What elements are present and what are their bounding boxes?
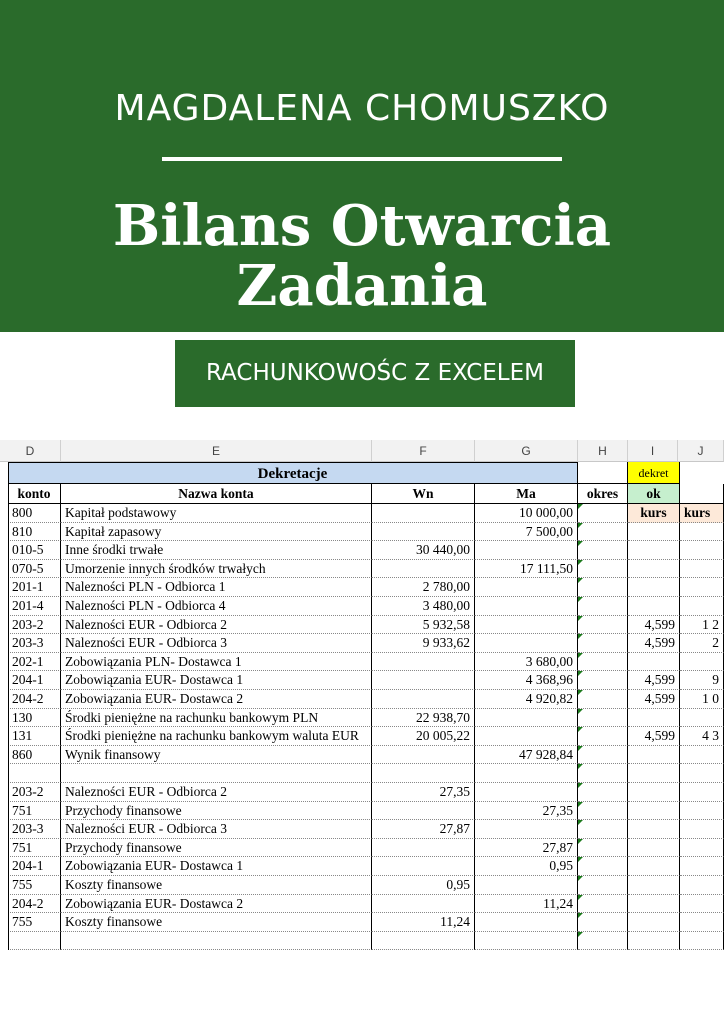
okres-cell — [578, 541, 628, 560]
cell-note-marker — [578, 671, 583, 676]
konto-cell — [8, 932, 61, 950]
cell-note-marker — [578, 764, 583, 769]
ma-cell — [475, 783, 578, 802]
wn-cell: 20 005,22 — [372, 727, 475, 746]
wn-cell — [372, 690, 475, 709]
wn-cell — [372, 671, 475, 690]
konto-cell: 201-1 — [8, 578, 61, 597]
ma-cell: 7 500,00 — [475, 523, 578, 542]
konto-cell: 203-3 — [8, 634, 61, 653]
value-cell — [680, 597, 724, 616]
value-cell — [680, 913, 724, 932]
konto-header: konto — [8, 484, 61, 504]
account-name-cell: Przychody finansowe — [61, 839, 372, 858]
ma-cell: 11,24 — [475, 895, 578, 914]
ok-header: ok — [628, 484, 680, 504]
wn-cell — [372, 560, 475, 579]
cell-note-marker — [578, 802, 583, 807]
kurs-cell — [628, 857, 680, 876]
cell-note-marker — [578, 727, 583, 732]
kurs-cell — [628, 876, 680, 895]
value-cell: 2 — [680, 634, 724, 653]
value-cell — [680, 523, 724, 542]
ma-cell: 27,87 — [475, 839, 578, 858]
column-header: I — [628, 440, 678, 462]
konto-cell — [8, 764, 61, 783]
okres-cell — [578, 746, 628, 765]
value-cell: kurs — [680, 504, 724, 523]
nazwa-header: Nazwa konta — [61, 484, 372, 504]
okres-cell — [578, 913, 628, 932]
account-name-cell: Nalezności PLN - Odbiorca 4 — [61, 597, 372, 616]
ma-cell — [475, 764, 578, 783]
okres-cell — [578, 802, 628, 821]
kurs-cell — [628, 746, 680, 765]
cell-note-marker — [578, 560, 583, 565]
konto-cell: 755 — [8, 913, 61, 932]
kurs-cell — [628, 839, 680, 858]
wn-cell — [372, 932, 475, 950]
wn-cell: 11,24 — [372, 913, 475, 932]
okres-cell — [578, 634, 628, 653]
ma-cell: 4 368,96 — [475, 671, 578, 690]
ma-cell — [475, 913, 578, 932]
kurs-cell — [628, 802, 680, 821]
value-cell: 1 2 — [680, 616, 724, 635]
ma-cell: 0,95 — [475, 857, 578, 876]
konto-cell: 202-1 — [8, 653, 61, 672]
cell-note-marker — [578, 857, 583, 862]
column-header: G — [475, 440, 578, 462]
kurs-cell: 4,599 — [628, 727, 680, 746]
okres-cell — [578, 578, 628, 597]
ma-cell — [475, 578, 578, 597]
okres-blank — [578, 462, 628, 484]
konto-cell: 070-5 — [8, 560, 61, 579]
account-name-cell: Środki pieniężne na rachunku bankowym waluta EUR — [61, 727, 372, 746]
account-name-cell: Inne środki trwałe — [61, 541, 372, 560]
wn-cell: 27,35 — [372, 783, 475, 802]
account-name-cell: Zobowiązania EUR- Dostawca 2 — [61, 895, 372, 914]
value-cell — [680, 709, 724, 728]
konto-cell: 751 — [8, 802, 61, 821]
kurs-cell — [628, 597, 680, 616]
ma-cell — [475, 597, 578, 616]
cell-note-marker — [578, 634, 583, 639]
divider-line — [162, 157, 562, 161]
kurs-cell — [628, 523, 680, 542]
kurs-cell — [628, 820, 680, 839]
account-name-cell: Kapitał zapasowy — [61, 523, 372, 542]
value-cell — [680, 820, 724, 839]
wn-cell — [372, 504, 475, 523]
account-name-cell — [61, 932, 372, 950]
account-name-cell: Nalezności EUR - Odbiorca 3 — [61, 634, 372, 653]
okres-header: okres — [578, 484, 628, 504]
value-cell: 9 — [680, 671, 724, 690]
cell-note-marker — [578, 653, 583, 658]
value-cell — [680, 839, 724, 858]
konto-cell: 204-1 — [8, 671, 61, 690]
okres-cell — [578, 597, 628, 616]
sheet-title: Dekretacje — [8, 462, 578, 484]
ma-cell — [475, 876, 578, 895]
value-cell — [680, 783, 724, 802]
konto-cell: 010-5 — [8, 541, 61, 560]
account-name-cell: Nalezności EUR - Odbiorca 2 — [61, 783, 372, 802]
kurs-cell — [628, 895, 680, 914]
wn-cell — [372, 802, 475, 821]
account-name-cell: Koszty finansowe — [61, 913, 372, 932]
column-header: F — [372, 440, 475, 462]
wn-cell — [372, 746, 475, 765]
cell-note-marker — [578, 876, 583, 881]
okres-cell — [578, 727, 628, 746]
account-name-cell: Zobowiązania PLN- Dostawca 1 — [61, 653, 372, 672]
konto-cell: 204-2 — [8, 895, 61, 914]
account-name-cell: Zobowiązania EUR- Dostawca 2 — [61, 690, 372, 709]
kurs-cell — [628, 578, 680, 597]
value-cell — [680, 746, 724, 765]
okres-cell — [578, 653, 628, 672]
cell-note-marker — [578, 895, 583, 900]
okres-cell — [578, 839, 628, 858]
account-name-cell — [61, 764, 372, 783]
account-name-cell: Nalezności EUR - Odbiorca 2 — [61, 616, 372, 635]
wn-cell — [372, 895, 475, 914]
ma-cell: 10 000,00 — [475, 504, 578, 523]
wn-cell — [372, 839, 475, 858]
wn-cell: 2 780,00 — [372, 578, 475, 597]
okres-cell — [578, 764, 628, 783]
cell-note-marker — [578, 746, 583, 751]
konto-cell: 204-1 — [8, 857, 61, 876]
ma-cell: 27,35 — [475, 802, 578, 821]
cell-note-marker — [578, 616, 583, 621]
author-name: MAGDALENA CHOMUSZKO — [114, 88, 610, 129]
title-line-1: Bilans Otwarcia — [112, 193, 612, 259]
cell-note-marker — [578, 932, 583, 937]
value-cell — [680, 876, 724, 895]
value-cell — [680, 932, 724, 950]
cell-note-marker — [578, 820, 583, 825]
value-cell — [680, 895, 724, 914]
cell-note-marker — [578, 690, 583, 695]
book-title — [0, 193, 724, 319]
ma-cell — [475, 932, 578, 950]
account-name-cell: Koszty finansowe — [61, 876, 372, 895]
kurs-cell: 4,599 — [628, 616, 680, 635]
cell-note-marker — [578, 709, 583, 714]
title-line-2: Zadania — [236, 253, 488, 319]
wn-cell — [372, 523, 475, 542]
konto-cell: 131 — [8, 727, 61, 746]
okres-cell — [578, 876, 628, 895]
kurs-cell — [628, 783, 680, 802]
cell-note-marker — [578, 839, 583, 844]
value-cell — [680, 541, 724, 560]
subtitle-box: RACHUNKOWOŚC Z EXCELEM — [175, 340, 575, 407]
okres-cell — [578, 857, 628, 876]
okres-cell — [578, 709, 628, 728]
column-header: E — [61, 440, 372, 462]
value-cell — [680, 802, 724, 821]
kurs-cell: 4,599 — [628, 690, 680, 709]
okres-cell — [578, 820, 628, 839]
wn-cell: 30 440,00 — [372, 541, 475, 560]
konto-cell: 800 — [8, 504, 61, 523]
left-border — [8, 462, 9, 950]
okres-cell — [578, 671, 628, 690]
ma-cell: 4 920,82 — [475, 690, 578, 709]
konto-cell: 810 — [8, 523, 61, 542]
kurs-cell: kurs — [628, 504, 680, 523]
cover-banner — [0, 0, 724, 332]
konto-cell: 201-4 — [8, 597, 61, 616]
ma-cell — [475, 634, 578, 653]
cell-note-marker — [578, 504, 583, 509]
value-cell — [680, 653, 724, 672]
okres-cell — [578, 690, 628, 709]
konto-cell: 130 — [8, 709, 61, 728]
cell-note-marker — [578, 523, 583, 528]
value-cell — [680, 578, 724, 597]
okres-cell — [578, 932, 628, 950]
ma-cell: 3 680,00 — [475, 653, 578, 672]
konto-cell: 860 — [8, 746, 61, 765]
wn-cell: 22 938,70 — [372, 709, 475, 728]
value-cell — [680, 560, 724, 579]
wn-cell — [372, 857, 475, 876]
okres-cell — [578, 895, 628, 914]
value-cell — [680, 764, 724, 783]
okres-cell — [578, 616, 628, 635]
ma-cell — [475, 616, 578, 635]
column-header: D — [0, 440, 61, 462]
wn-cell: 9 933,62 — [372, 634, 475, 653]
okres-cell — [578, 560, 628, 579]
ma-header: Ma — [475, 484, 578, 504]
konto-cell: 755 — [8, 876, 61, 895]
column-header: J — [678, 440, 724, 462]
account-name-cell: Umorzenie innych środków trwałych — [61, 560, 372, 579]
dekret-header: dekret — [628, 462, 680, 484]
konto-cell: 204-2 — [8, 690, 61, 709]
cell-note-marker — [578, 783, 583, 788]
cell-note-marker — [578, 913, 583, 918]
j-header-blank — [680, 484, 724, 504]
wn-cell — [372, 764, 475, 783]
cell-note-marker — [578, 578, 583, 583]
cell-note-marker — [578, 597, 583, 602]
column-header: H — [578, 440, 628, 462]
okres-cell — [578, 523, 628, 542]
wn-cell: 5 932,58 — [372, 616, 475, 635]
wn-cell: 27,87 — [372, 820, 475, 839]
okres-cell — [578, 504, 628, 523]
account-name-cell: Zobowiązania EUR- Dostawca 1 — [61, 857, 372, 876]
account-name-cell: Nalezności PLN - Odbiorca 1 — [61, 578, 372, 597]
wn-cell: 0,95 — [372, 876, 475, 895]
kurs-cell: 4,599 — [628, 634, 680, 653]
spreadsheet-image — [0, 440, 724, 950]
ma-cell — [475, 709, 578, 728]
konto-cell: 203-2 — [8, 616, 61, 635]
account-name-cell: Wynik finansowy — [61, 746, 372, 765]
konto-cell: 203-3 — [8, 820, 61, 839]
account-name-cell: Środki pieniężne na rachunku bankowym PLN — [61, 709, 372, 728]
kurs-cell — [628, 764, 680, 783]
ma-cell: 17 111,50 — [475, 560, 578, 579]
wn-cell — [372, 653, 475, 672]
kurs-cell: 4,599 — [628, 671, 680, 690]
value-cell: 1 0 — [680, 690, 724, 709]
value-cell — [680, 857, 724, 876]
account-name-cell: Przychody finansowe — [61, 802, 372, 821]
ma-cell — [475, 727, 578, 746]
ma-cell — [475, 820, 578, 839]
kurs-cell — [628, 541, 680, 560]
account-name-cell: Nalezności EUR - Odbiorca 3 — [61, 820, 372, 839]
value-cell: 4 3 — [680, 727, 724, 746]
kurs-cell — [628, 709, 680, 728]
ma-cell — [475, 541, 578, 560]
ma-cell: 47 928,84 — [475, 746, 578, 765]
wn-cell: 3 480,00 — [372, 597, 475, 616]
kurs-cell — [628, 653, 680, 672]
account-name-cell: Kapitał podstawowy — [61, 504, 372, 523]
kurs-cell — [628, 913, 680, 932]
cell-note-marker — [578, 541, 583, 546]
okres-cell — [578, 783, 628, 802]
kurs-cell — [628, 932, 680, 950]
account-name-cell: Zobowiązania EUR- Dostawca 1 — [61, 671, 372, 690]
konto-cell: 751 — [8, 839, 61, 858]
wn-header: Wn — [372, 484, 475, 504]
konto-cell: 203-2 — [8, 783, 61, 802]
kurs-cell — [628, 560, 680, 579]
